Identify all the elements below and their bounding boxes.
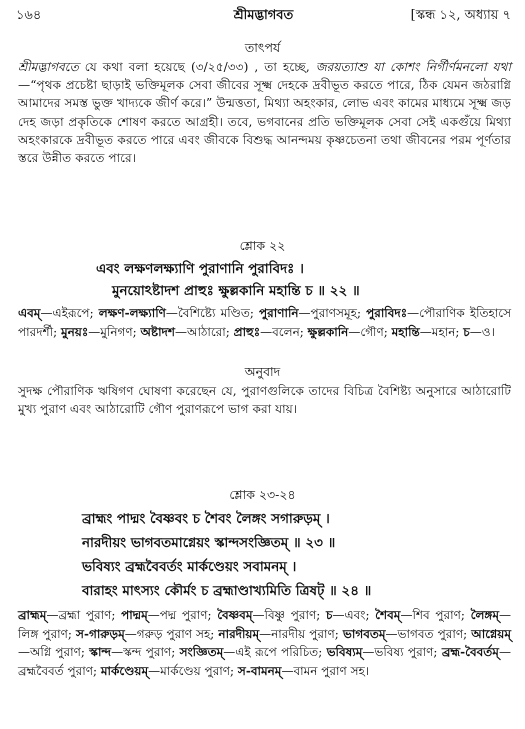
gloss-meaning: পুরাণসমূহ — [310, 306, 357, 320]
gloss-meaning: বৈশিষ্ট্যে মণ্ডিত — [177, 306, 250, 320]
gloss-meaning: স্কন্দ পুরাণ — [123, 645, 172, 659]
gloss-meaning: পদ্ম পুরাণ — [159, 608, 208, 622]
gloss-word: লৈঙ্গম্ — [470, 608, 500, 622]
gloss-word: মহান্তি — [391, 324, 420, 339]
gloss-word: শৈবম্ — [375, 608, 401, 622]
gloss-word: অষ্টাদশ — [140, 324, 175, 339]
purport-text-1: যে কথা বলা হয়েছে (৩/২৫/৩৩) , তা হচ্ছে, — [78, 60, 316, 74]
gloss-meaning: আঠারো — [186, 324, 226, 339]
gloss-meaning: গরুড় পুরাণ সহ — [136, 626, 211, 641]
gloss-meaning: পৌরাণিক ইতিহাসে পারদর্শী — [18, 306, 512, 339]
purport-italic-1: শ্রীমদ্ভাগবতে — [18, 60, 79, 74]
gloss-word: নারদীয়ম্ — [218, 626, 260, 641]
gloss-word: চ — [325, 608, 333, 622]
gloss-word: মুনয়ঃ — [60, 324, 89, 339]
chapter-location: [স্কন্ধ ১২, অধ্যায় ৭ — [410, 8, 511, 23]
gloss-word: আগ্নেয়ম্ — [471, 626, 511, 641]
gloss-word: স-গারুড়ম্ — [76, 626, 125, 641]
gloss-meaning: শিব পুরাণ — [412, 608, 461, 622]
verse-24-line-1: ভবিষ্যং ব্রহ্মবৈবর্তং মার্কণ্ডেয়ং সবামনম্ । — [82, 559, 297, 575]
book-title: শ্রীমদ্ভাগবত — [233, 8, 294, 23]
gloss-meaning: বলেন — [272, 324, 300, 339]
gloss-meaning: লিঙ্গ পুরাণ — [18, 626, 68, 641]
gloss-meaning: ও — [481, 324, 491, 339]
gloss-meaning: এই রূপে পরিচিত — [235, 645, 319, 659]
gloss-word: ব্রাহ্মম্ — [18, 608, 47, 622]
gloss-word: ক্ষুল্লকানি — [307, 324, 349, 339]
purport-italic-2: জরয়ত্যাশু যা কোশং নির্গীর্ণমনলো যথা — [315, 60, 511, 74]
gloss-word: ভাগবতম্ — [342, 626, 386, 641]
gloss-meaning: ব্রহ্মা পুরাণ — [58, 608, 112, 622]
purport-text-2: —“পৃথক প্রচেষ্টা ছাড়াই ভক্তিমূলক সেবা জীবের সূক্ষ্ম দেহকে দ্রবীভূত করতে পারে, ঠিক যেমন জঠরাগ্নি আমাদের সমস্ত ভুক্ত খাদ্যকে জীর্ণ করে।” উন্মত্ততা, মিথ্যা অহংকার, লোভ এবং কামের মাধ্যমে সূক্ষ্ম জড় দেহ জড়া প্রকৃতিকে শোষণ করতে আগ্রহী। তবে, ভগবানের প্রতি ভক্তিমূলক সেবা সেই একগুঁয়ে মিথ্যা অহংকারকে দ্রবীভূত করতে পারে এবং জীবকে বিশুদ্ধ আনন্দময় কৃষ্ণচেতনা তথা জীবনের পরম পূর্ণতার স্তরে উন্নীত করতে পারে। — [18, 78, 511, 166]
gloss-meaning: বিষ্ণু পুরাণ — [264, 608, 317, 622]
gloss-word: পাদ্মম্ — [121, 608, 148, 622]
gloss-meaning: ব্রহ্মবৈবর্ত পুরাণ — [18, 663, 93, 678]
gloss-meaning: গৌণ — [360, 324, 384, 339]
verse-23-line-1: ব্রাহ্মং পাদ্মং বৈষ্ণবং চ শৈবং লৈঙ্গং সগারুড়ম্ । — [82, 511, 330, 527]
gloss-word: মার্কণ্ডেয়ম্ — [100, 663, 149, 678]
translation-heading: অনুবাদ — [244, 364, 281, 379]
verse-22-line-1: এবং লক্ষণলক্ষ্যাণি পুরাণানি পুরাবিদঃ । — [96, 261, 304, 277]
gloss-word: ভবিষ্যম্ — [326, 645, 363, 659]
gloss-word: চ — [463, 324, 470, 339]
gloss-word: পুরাণানি — [258, 306, 299, 320]
gloss-meaning: এবং — [344, 608, 366, 622]
gloss-word: বৈষ্ণবম্ — [217, 608, 253, 622]
gloss-word: প্রাহুঃ — [233, 324, 261, 339]
gloss-meaning: অগ্নি পুরাণ — [30, 645, 81, 659]
gloss-word: স-বামনম্ — [237, 663, 282, 678]
gloss-meaning: নারদীয় পুরাণ — [271, 626, 335, 641]
verse-23-24-word-meanings: ব্রাহ্মম্—ব্রহ্মা পুরাণ; পাদ্মম্—পদ্ম পুরাণ; বৈষ্ণবম্—বিষ্ণু পুরাণ; চ—এবং; শৈবম্—শিব পুরাণ; লৈঙ্গম্—লিঙ্গ পুরাণ; স-গারুড়ম্—গরুড় পুরাণ সহ; নারদীয়ম্—নারদীয় পুরাণ; ভাগবতম্—ভাগবত পুরাণ; আগ্নেয়ম্—অগ্নি পুরাণ; স্কান্দ—স্কন্দ পুরাণ; সংজ্ঞিতম্—এই রূপে পরিচিত; ভবিষ্যম্—ভবিষ্য পুরাণ; ব্রহ্ম-বৈবর্তম্—ব্রহ্মবৈবর্ত পুরাণ; মার্কণ্ডেয়ম্—মার্কণ্ডেয় পুরাণ; স-বামনম্—বামন পুরাণ সহ। — [18, 608, 512, 678]
gloss-word: এবম্ — [18, 306, 41, 320]
verse-23-24-heading: শ্লোক ২৩-২৪ — [229, 487, 296, 502]
gloss-word: ব্রহ্ম-বৈবর্তম্ — [441, 645, 499, 659]
verse-24-line-2: বারাহং মাৎস্যং কৌর্মং চ ব্রহ্মাণ্ডাখ্যমিতি ত্রিষট্ ॥ ২৪ ॥ — [82, 583, 372, 599]
gloss-meaning: এইরূপে — [52, 306, 90, 320]
gloss-meaning: ভাগবত পুরাণ — [397, 626, 464, 641]
gloss-word: পুরাবিদঃ — [366, 306, 408, 320]
purport-heading: তাৎপর্য — [244, 40, 281, 55]
gloss-meaning: ভবিষ্য পুরাণ — [374, 645, 434, 659]
gloss-meaning: বামন পুরাণ সহ — [293, 663, 365, 678]
gloss-word: স্কান্দ — [89, 645, 112, 659]
verse-22-heading: শ্লোক ২২ — [239, 238, 286, 253]
running-header — [16, 6, 511, 26]
verse-22-word-meanings: এবম্—এইরূপে; লক্ষণ-লক্ষ্যাণি—বৈশিষ্ট্যে মণ্ডিত; পুরাণানি—পুরাণসমূহ; পুরাবিদঃ—পৌরাণিক ইতিহাসে পারদর্শী; মুনয়ঃ—মুনিগণ; অষ্টাদশ—আঠারো; প্রাহুঃ—বলেন; ক্ষুল্লকানি—গৌণ; মহান্তি—মহান; চ—ও। — [18, 306, 512, 339]
gloss-meaning: মার্কণ্ডেয় পুরাণ — [160, 663, 231, 678]
verse-22-line-2: মুনয়োঽষ্টাদশ প্রাহুঃ ক্ষুল্লকানি মহান্তি চ ॥ ২২ ॥ — [112, 283, 360, 299]
verse-23-line-2: নারদীয়ং ভাগবতমাগ্নেয়ং স্কান্দসংজ্ঞিতম্ ॥ ২৩ ॥ — [82, 535, 336, 551]
gloss-word: লক্ষণ-লক্ষ্যাণি — [98, 306, 166, 320]
gloss-meaning: মহান — [431, 324, 456, 339]
purport-paragraph — [18, 58, 511, 167]
gloss-meaning: মুনিগণ — [100, 324, 133, 339]
verse-22-translation: সুদক্ষ পৌরাণিক ঋষিগণ ঘোষণা করেছেন যে, পুরাণগুলিকে তাদের বিচিত্র বৈশিষ্ট্য অনুসারে আঠারোটি মুখ্য পুরাণ এবং আঠারোটি গৌণ পুরাণরূপে ভাগ করা যায়। — [18, 384, 511, 417]
gloss-word: সংজ্ঞিতম্ — [179, 645, 224, 659]
page-number: ১৬৪ — [16, 8, 42, 23]
